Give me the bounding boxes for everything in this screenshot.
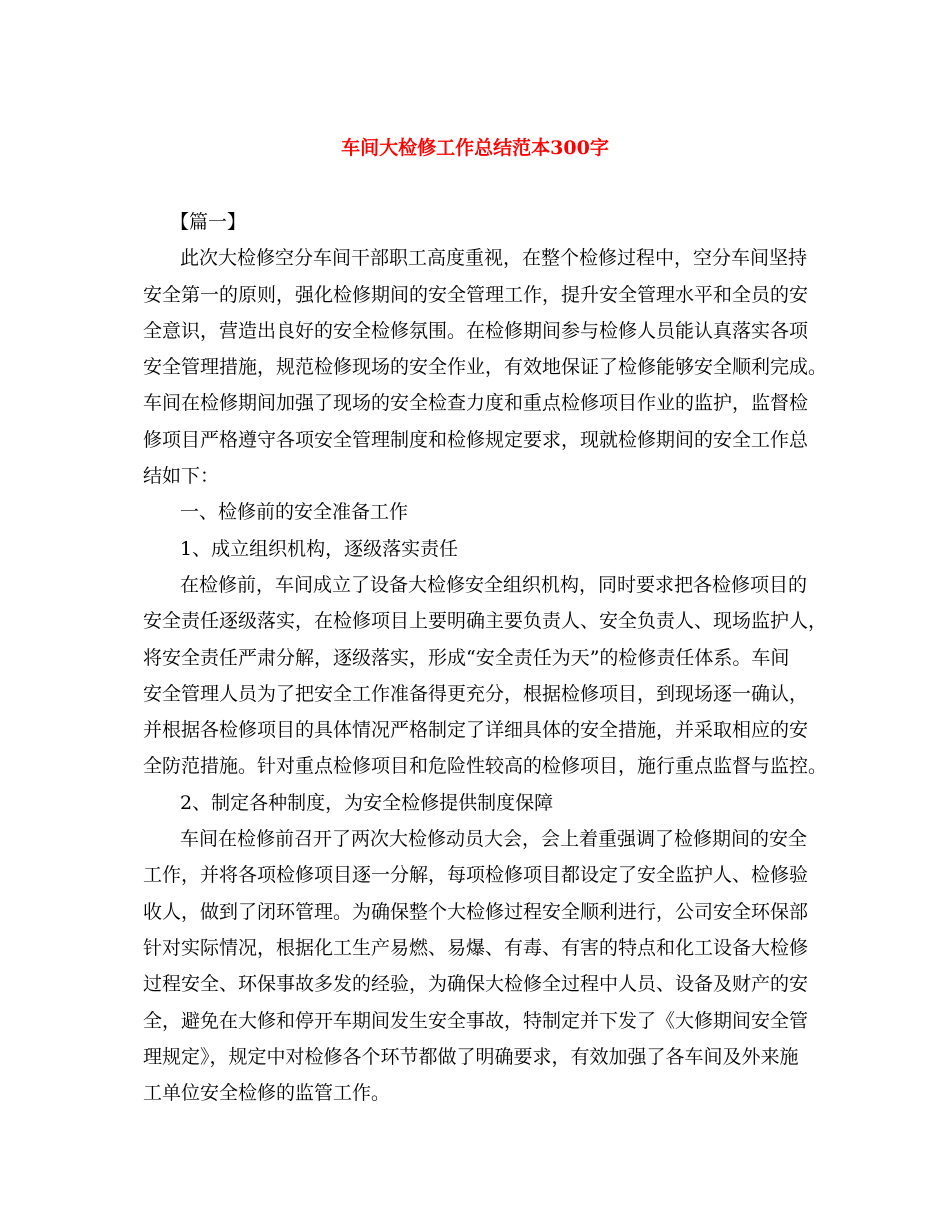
paragraph-line: 全，避免在大修和停开车期间发生安全事故，特制定并下发了《大修期间安全管 — [143, 1009, 809, 1032]
paragraph-line: 工单位安全检修的监管工作。 — [143, 1082, 391, 1105]
document-body — [143, 204, 828, 1111]
paragraph-line: 收人，做到了闭环管理。为确保整个大检修过程安全顺利进行，公司安全环保部 — [143, 900, 809, 923]
paragraph-line: 车间在检修前召开了两次大检修动员大会，会上着重强调了检修期间的安全 — [180, 828, 808, 851]
paragraph-line: 全防范措施。针对重点检修项目和危险性较高的检修项目，施行重点监督与监控。 — [143, 755, 828, 778]
paragraph-line: 安全管理措施，规范检修现场的安全作业，有效地保证了检修能够安全顺利完成。 — [143, 356, 828, 379]
paragraph-line: 针对实际情况，根据化工生产易燃、易爆、有毒、有害的特点和化工设备大检修 — [143, 936, 809, 959]
section-heading: 【篇一】 — [170, 211, 247, 233]
paragraph-line: 结如下： — [143, 465, 220, 488]
paragraph-line: 工作，并将各项检修项目逐一分解，每项检修项目都设定了安全监护人、检修验 — [143, 864, 809, 887]
subheading-line: 一、检修前的安全准备工作 — [180, 501, 409, 524]
paragraph-line: 车间在检修期间加强了现场的安全检查力度和重点检修项目作业的监护，监督检 — [143, 392, 809, 415]
paragraph-line: 修项目严格遵守各项安全管理制度和检修规定要求，现就检修期间的安全工作总 — [143, 428, 809, 451]
paragraph-line: 安全第一的原则，强化检修期间的安全管理工作，提升安全管理水平和全员的安 — [143, 283, 809, 306]
paragraph-line: 此次大检修空分车间干部职工高度重视，在整个检修过程中，空分车间坚持 — [180, 247, 808, 270]
subheading-line: 2、制定各种制度，为安全检修提供制度保障 — [180, 791, 554, 814]
paragraph-line: 并根据各检修项目的具体情况严格制定了详细具体的安全措施，并采取相应的安 — [143, 719, 809, 742]
document-title: 车间大检修工作总结范本300字 — [341, 137, 609, 159]
paragraph-line: 将安全责任严肃分解，逐级落实，形成“安全责任为天”的检修责任体系。车间 — [143, 646, 790, 669]
paragraph-line: 安全管理人员为了把安全工作准备得更充分，根据检修项目，到现场逐一确认， — [143, 682, 809, 705]
subheading-line: 1、成立组织机构，逐级落实责任 — [180, 537, 459, 560]
paragraph-line: 过程安全、环保事故多发的经验，为确保大检修全过程中人员、设备及财产的安 — [143, 973, 809, 996]
paragraph-line: 全意识，营造出良好的安全检修氛围。在检修期间参与检修人员能认真落实各项 — [143, 319, 809, 342]
paragraph-line: 在检修前，车间成立了设备大检修安全组织机构，同时要求把各检修项目的 — [180, 573, 808, 596]
paragraph-line: 理规定》，规定中对检修各个环节都做了明确要求，有效加强了各车间及外来施 — [143, 1045, 799, 1068]
paragraph-line: 安全责任逐级落实，在检修项目上要明确主要负责人、安全负责人、现场监护人， — [143, 610, 828, 633]
